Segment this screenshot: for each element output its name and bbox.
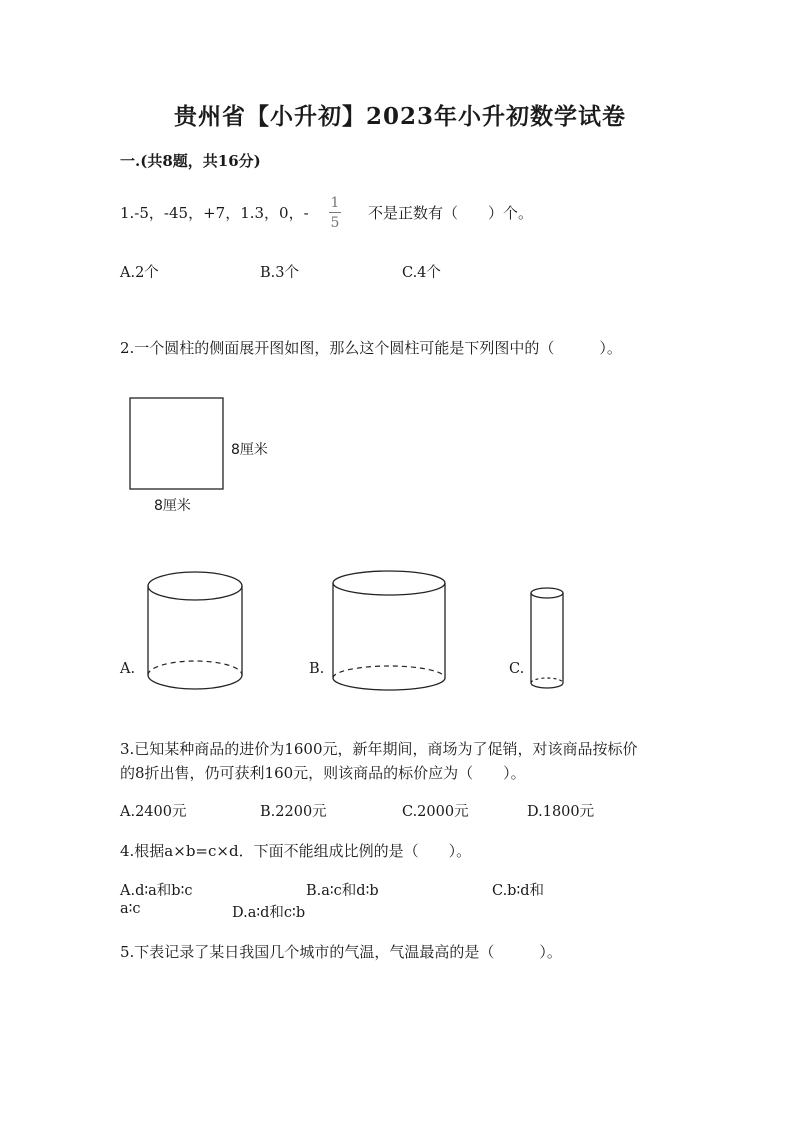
q1-option-b: B.3个 — [260, 265, 299, 281]
q2-option-c: C. — [509, 661, 525, 677]
unfolded-square — [130, 398, 223, 489]
q3-option-d: D.1800元 — [527, 804, 595, 820]
q4-option-b: B.a∶c和d∶b — [306, 883, 379, 899]
q2-option-a: A. — [120, 661, 136, 677]
q3-line-1: 3.已知某种商品的进价为1600元，新年期间，商场为了促销，对该商品按标价 — [120, 740, 638, 758]
square-side-label: 8厘米 — [231, 442, 268, 458]
section-heading: 一.(共8题，共16分) — [120, 152, 261, 170]
q3-option-a: A.2400元 — [120, 804, 187, 820]
q1-stem-after: 不是正数有（ ）个。 — [368, 204, 534, 222]
q4-stem: 4.根据a×b=c×d．下面不能组成比例的是（ ）。 — [120, 842, 472, 860]
q1-fraction-denominator: 5 — [330, 215, 340, 231]
q3-line-2: 的8折出售，仍可获利160元，则该商品的标价应为（ ）。 — [120, 764, 526, 782]
q3-option-c: C.2000元 — [402, 804, 469, 820]
q5-stem: 5.下表记录了某日我国几个城市的气温，气温最高的是（ ）。 — [120, 943, 562, 961]
cylinder-b — [333, 571, 445, 690]
square-bottom-label: 8厘米 — [154, 498, 191, 514]
q1-stem: 1.-5，-45，+7，1.3，0，- — [120, 204, 309, 222]
q4-option-c-continued: a∶c — [120, 901, 141, 917]
q4-option-c: C.b∶d和 — [492, 883, 545, 899]
cylinder-c — [531, 588, 563, 688]
q2-option-b: B. — [309, 661, 325, 677]
q1-option-a: A.2个 — [120, 265, 159, 281]
q4-option-d: D.a∶d和c∶b — [232, 905, 306, 921]
exam-title: 贵州省【小升初】2023年小升初数学试卷 — [173, 103, 626, 130]
q3-option-b: B.2200元 — [260, 804, 327, 820]
q1-option-c: C.4个 — [402, 265, 441, 281]
q2-stem: 2.一个圆柱的侧面展开图如图，那么这个圆柱可能是下列图中的（ ）。 — [120, 339, 622, 357]
q1-fraction-numerator: 1 — [330, 195, 340, 211]
q4-option-a: A.d∶a和b∶c — [120, 883, 193, 899]
cylinder-a — [148, 572, 242, 689]
